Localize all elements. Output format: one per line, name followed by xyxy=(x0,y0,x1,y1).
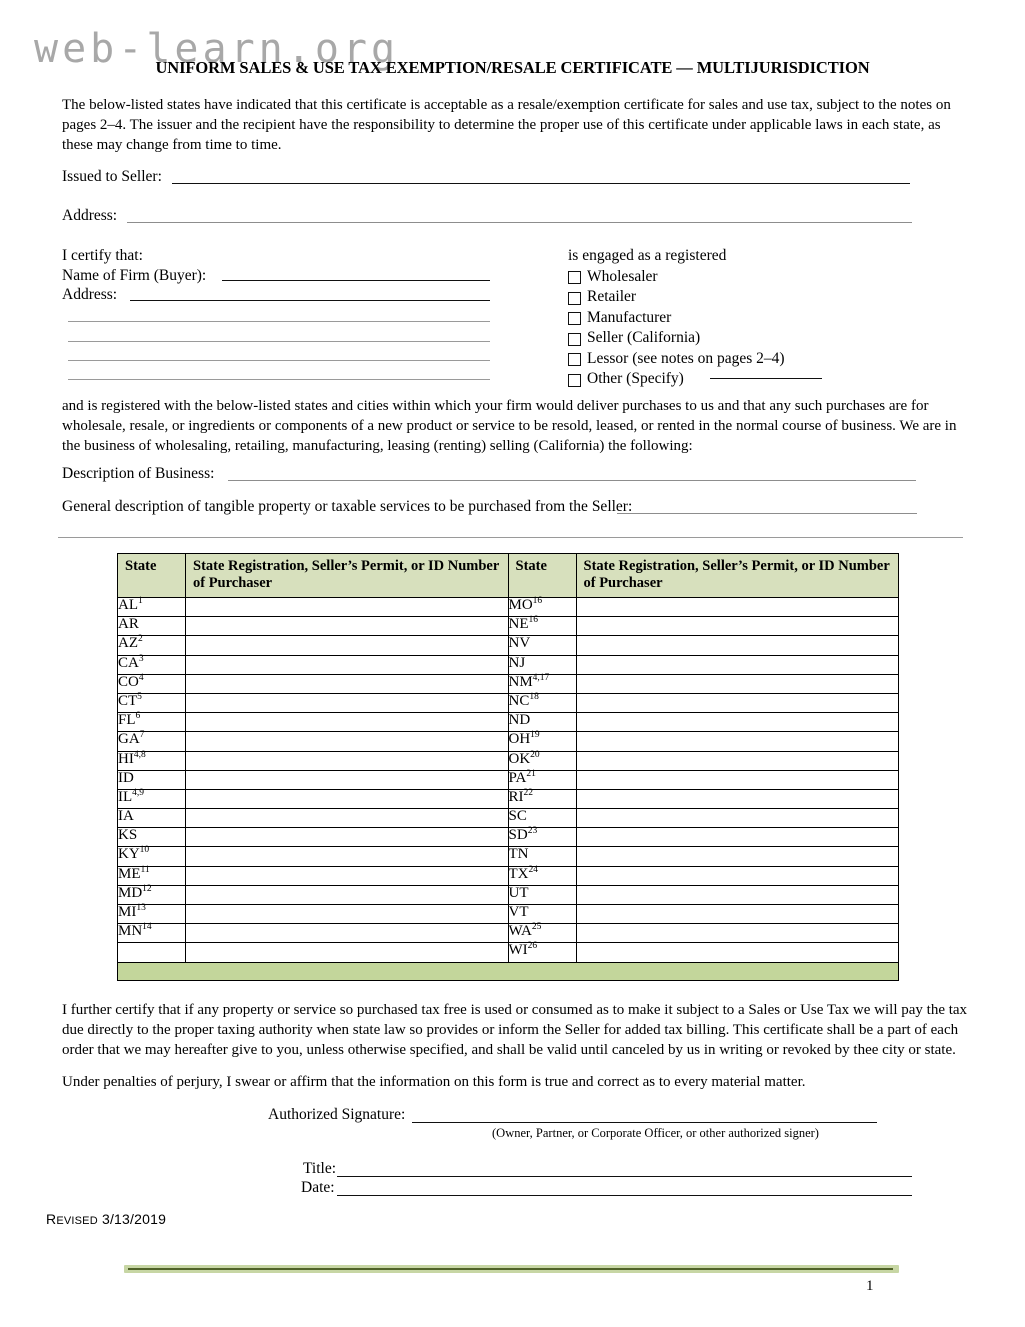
registration-number-cell-right[interactable] xyxy=(576,751,899,770)
state-cell-left: $CO^4$ xyxy=(118,674,186,693)
state-cell-right: TX$^{24}$ xyxy=(508,866,576,885)
registration-number-cell-left[interactable] xyxy=(186,732,509,751)
state-cell-right: OH$^{19}$ xyxy=(508,732,576,751)
table-row xyxy=(118,866,899,885)
other-specify-input[interactable] xyxy=(710,378,822,379)
revised-word-initial: R xyxy=(46,1211,57,1227)
table-footer-band-cell xyxy=(118,962,899,980)
state-footnote-ref: 20 xyxy=(530,749,540,760)
table-row xyxy=(118,693,899,712)
registration-number-cell-right[interactable] xyxy=(576,713,899,732)
state-footnote-ref: 13 xyxy=(136,903,146,913)
checkbox-icon[interactable] xyxy=(568,292,581,305)
state-cell-left: IA xyxy=(118,809,186,828)
checkbox-icon[interactable] xyxy=(568,353,581,366)
state-cell-left: $CT^5$ xyxy=(118,693,186,712)
state-footnote-ref: 23 xyxy=(527,826,538,837)
state-cell-right: SC xyxy=(508,809,576,828)
registration-number-cell-left[interactable] xyxy=(186,809,509,828)
checkbox-label-other: Other (Specify) xyxy=(587,370,684,387)
header-number-left: State Registration, Seller’s Permit, or ID Number of Purchaser xyxy=(186,554,509,598)
state-cell-right: ND xyxy=(508,713,576,732)
seller-address-label: Address: xyxy=(62,207,118,224)
registration-number-cell-right[interactable] xyxy=(576,847,899,866)
state-cell-right: WA$^{25}$ xyxy=(508,924,576,943)
date-label: Date: xyxy=(301,1179,335,1196)
registration-paragraph: and is registered with the below-listed states and cities within which your firm would deliver purchases to us and that any such purchases are for wholesale, resale, or ingredients or components of a new product or service to be resold, leased, or rented in the normal course of business. We are in the business of wholesaling, retailing, manufacturing, leasing (renting) selling (California) the following: xyxy=(62,398,957,454)
state-footnote-ref: 3 xyxy=(138,653,144,664)
state-cell-left: MI$^{13}$ xyxy=(118,905,186,924)
state-footnote-ref: 5 xyxy=(137,691,142,702)
state-cell-right: NC$^{18}$ xyxy=(508,693,576,712)
checkbox-icon[interactable] xyxy=(568,271,581,284)
table-row xyxy=(118,751,899,770)
checkbox-icon[interactable] xyxy=(568,312,581,325)
checkbox-row-manufacturer[interactable] xyxy=(568,308,785,329)
buyer-address-line-2[interactable] xyxy=(68,321,490,322)
state-footnote-ref: 11 xyxy=(140,864,150,875)
table-row xyxy=(118,847,899,866)
state-cell-left: ME$^{11}$ xyxy=(118,866,186,885)
perjury-paragraph: Under penalties of perjury, I swear or affirm that the information on this form is true and correct as to every material matter. xyxy=(62,1074,806,1090)
registration-block xyxy=(568,246,785,390)
registration-number-cell-right[interactable] xyxy=(576,924,899,943)
authorized-signature-input[interactable] xyxy=(412,1122,877,1123)
states-table-wrapper xyxy=(117,553,898,981)
intro-paragraph: The below-listed states have indicated that this certificate is acceptable as a resale/exemption certificate for sales and use tax, subject to the notes on pages 2–4. The issuer and the recipient have the responsibility to determine the proper use of this certificate under applicable laws in each state, as these may change from time to time. xyxy=(62,97,951,153)
revised-date-value: 3/13/2019 xyxy=(101,1211,167,1227)
state-cell-right: NM$^{4,17}$ xyxy=(508,674,576,693)
state-footnote-ref: 4,17 xyxy=(532,672,550,683)
section-divider xyxy=(58,537,963,538)
registered-as-label: is engaged as a registered xyxy=(568,247,727,264)
registration-number-cell-left[interactable] xyxy=(186,924,509,943)
state-footnote-ref: 4,8 xyxy=(133,749,146,760)
registration-number-cell-right[interactable] xyxy=(576,617,899,636)
checkbox-label-seller-california: Seller (California) xyxy=(587,329,701,346)
checkbox-row-other[interactable] xyxy=(568,369,785,390)
state-footnote-ref: 10 xyxy=(139,845,150,856)
table-row xyxy=(118,789,899,808)
name-of-firm-label: Name of Firm (Buyer): xyxy=(62,266,207,284)
checkbox-row-wholesaler[interactable] xyxy=(568,267,785,288)
table-row xyxy=(118,943,899,962)
table-row xyxy=(118,732,899,751)
registration-number-cell-left[interactable] xyxy=(186,674,509,693)
table-header-row xyxy=(118,554,899,598)
watermark-web-learn: web-learn.org xyxy=(34,26,400,72)
issued-to-seller-input[interactable] xyxy=(172,183,910,184)
footer-rule xyxy=(128,1268,893,1270)
table-row xyxy=(118,636,899,655)
state-cell-right: NE$^{16}$ xyxy=(508,617,576,636)
buyer-address-line-5[interactable] xyxy=(68,379,490,380)
state-footnote-ref: 26 xyxy=(527,941,538,952)
table-row xyxy=(118,713,899,732)
revised-date xyxy=(46,1211,166,1227)
state-footnote-ref: 16 xyxy=(532,596,543,606)
buyer-address-label: Address: xyxy=(62,286,118,303)
state-cell-left: AR xyxy=(118,617,186,636)
header-state-right: State xyxy=(508,554,576,598)
name-of-firm-input[interactable] xyxy=(222,280,490,281)
state-footnote-ref: 22 xyxy=(523,787,533,798)
title-label: Title: xyxy=(303,1160,337,1177)
registration-number-cell-left[interactable] xyxy=(186,693,509,712)
signer-note: (Owner, Partner, or Corporate Officer, or other authorized signer) xyxy=(492,1126,819,1140)
registration-number-cell-left[interactable] xyxy=(186,885,509,904)
date-input[interactable] xyxy=(337,1195,912,1196)
registration-number-cell-right[interactable] xyxy=(576,885,899,904)
table-row xyxy=(118,770,899,789)
state-cell-left: $FL^6$ xyxy=(118,713,186,732)
state-cell-right: NJ xyxy=(508,655,576,674)
state-cell-right: VT xyxy=(508,905,576,924)
state-cell-right: RI$^{22}$ xyxy=(508,789,576,808)
states-table-body xyxy=(118,598,899,981)
table-row xyxy=(118,828,899,847)
registration-number-cell-right[interactable] xyxy=(576,809,899,828)
state-cell-left: KY$^{10}$ xyxy=(118,847,186,866)
buyer-address-line-4[interactable] xyxy=(68,360,490,361)
further-certify-paragraph: I further certify that if any property or service so purchased tax free is used or consumed as to make it subject to a Sales or Use Tax we will pay the tax due directly to the proper taxing authority when state law so provides or inform the Seller for added tax billing. This certificate shall be a part of each order that we may hereafter give to you, unless otherwise specified, and shall be valid until canceled by us in writing or revoked by thee city or state. xyxy=(62,1002,968,1058)
registration-number-cell-right[interactable] xyxy=(576,943,899,962)
registration-number-cell-right[interactable] xyxy=(576,598,899,617)
i-certify-label: I certify that: xyxy=(62,247,143,264)
registration-number-cell-right[interactable] xyxy=(576,732,899,751)
state-footnote-ref: 6 xyxy=(135,711,141,722)
registration-number-cell-left[interactable] xyxy=(186,847,509,866)
buyer-address-line-3[interactable] xyxy=(68,341,490,342)
revised-word-rest: EVISED xyxy=(56,1215,98,1227)
state-cell-left: ID xyxy=(118,770,186,789)
authorized-signature-label: Authorized Signature: xyxy=(268,1106,406,1123)
registration-number-cell-right[interactable] xyxy=(576,674,899,693)
state-footnote-ref: 19 xyxy=(530,730,540,741)
certify-block xyxy=(62,246,206,305)
registration-number-cell-left[interactable] xyxy=(186,943,509,962)
state-cell-right: MO$^{16}$ xyxy=(508,598,576,617)
table-row xyxy=(118,885,899,904)
state-cell-right: NV xyxy=(508,636,576,655)
state-footnote-ref: 25 xyxy=(531,922,542,933)
registration-number-cell-left[interactable] xyxy=(186,598,509,617)
checkbox-label-retailer: Retailer xyxy=(587,288,637,305)
general-description-label: General description of tangible property or taxable services to be purchased from the Seller: xyxy=(62,498,633,515)
state-footnote-ref: 12 xyxy=(142,883,152,894)
state-cell-right: PA$^{21}$ xyxy=(508,770,576,789)
state-cell-left: $AL^1$ xyxy=(118,598,186,617)
registration-number-cell-left[interactable] xyxy=(186,828,509,847)
table-row xyxy=(118,905,899,924)
state-cell-right: TN xyxy=(508,847,576,866)
checkbox-row-lessor[interactable] xyxy=(568,349,785,370)
header-number-right: State Registration, Seller’s Permit, or ID Number of Purchaser xyxy=(576,554,899,598)
state-footnote-ref: 16 xyxy=(528,615,538,626)
state-cell-right: UT xyxy=(508,885,576,904)
registration-number-cell-right[interactable] xyxy=(576,905,899,924)
checkbox-icon[interactable] xyxy=(568,333,581,346)
header-state-left: State xyxy=(118,554,186,598)
state-cell-left: MD$^{12}$ xyxy=(118,885,186,904)
page-number: 1 xyxy=(866,1278,874,1294)
table-row xyxy=(118,598,899,617)
state-footnote-ref: 1 xyxy=(138,596,143,606)
title-input[interactable] xyxy=(337,1176,912,1177)
state-cell-left: KS xyxy=(118,828,186,847)
state-cell-left: HI$^{4,8}$ xyxy=(118,751,186,770)
checkbox-row-retailer[interactable] xyxy=(568,287,785,308)
state-footnote-ref: 14 xyxy=(142,922,152,933)
state-cell-left: $GA^7$ xyxy=(118,732,186,751)
description-of-business-input[interactable] xyxy=(228,480,916,481)
state-cell-left: MN$^{14}$ xyxy=(118,924,186,943)
registration-number-cell-right[interactable] xyxy=(576,789,899,808)
state-footnote-ref: 18 xyxy=(529,691,539,702)
table-row xyxy=(118,655,899,674)
state-footnote-ref: 21 xyxy=(526,768,536,779)
state-cell-right: WI$^{26}$ xyxy=(508,943,576,962)
checkbox-label-wholesaler: Wholesaler xyxy=(587,267,658,285)
table-footer-band xyxy=(118,962,899,980)
registration-number-cell-left[interactable] xyxy=(186,636,509,655)
registration-number-cell-right[interactable] xyxy=(576,636,899,655)
table-row xyxy=(118,674,899,693)
state-cell-right: OK$^{20}$ xyxy=(508,751,576,770)
description-of-business-label: Description of Business: xyxy=(62,465,215,482)
general-description-input[interactable] xyxy=(617,513,917,514)
state-cell-left: $CA^3$ xyxy=(118,655,186,674)
seller-address-input[interactable] xyxy=(127,222,912,223)
buyer-address-input[interactable] xyxy=(130,300,490,301)
registration-number-cell-left[interactable] xyxy=(186,713,509,732)
checkbox-row-seller-california[interactable] xyxy=(568,328,785,349)
registration-number-cell-right[interactable] xyxy=(576,866,899,885)
state-cell-right: SD$^{23}$ xyxy=(508,828,576,847)
state-footnote-ref: 24 xyxy=(528,864,538,875)
state-footnote-ref: 4 xyxy=(138,672,144,683)
state-footnote-ref: 2 xyxy=(138,634,143,645)
table-row xyxy=(118,809,899,828)
state-cell-left xyxy=(118,943,186,962)
checkbox-label-lessor: Lessor (see notes on pages 2–4) xyxy=(587,349,785,367)
state-cell-left: $AZ^2$ xyxy=(118,636,186,655)
table-row xyxy=(118,924,899,943)
states-table xyxy=(117,553,899,981)
registration-number-cell-left[interactable] xyxy=(186,617,509,636)
table-row xyxy=(118,617,899,636)
registration-number-cell-right[interactable] xyxy=(576,693,899,712)
checkbox-label-manufacturer: Manufacturer xyxy=(587,308,672,326)
registration-number-cell-left[interactable] xyxy=(186,770,509,789)
registration-number-cell-left[interactable] xyxy=(186,866,509,885)
registration-number-cell-left[interactable] xyxy=(186,655,509,674)
state-footnote-ref: 4,9 xyxy=(132,787,145,798)
registration-number-cell-left[interactable] xyxy=(186,905,509,924)
registration-number-cell-right[interactable] xyxy=(576,770,899,789)
state-cell-left: IL$^{4,9}$ xyxy=(118,789,186,808)
registration-number-cell-left[interactable] xyxy=(186,751,509,770)
checkbox-icon[interactable] xyxy=(568,374,581,387)
registration-number-cell-right[interactable] xyxy=(576,828,899,847)
registration-number-cell-right[interactable] xyxy=(576,655,899,674)
registration-number-cell-left[interactable] xyxy=(186,789,509,808)
page-title: UNIFORM SALES & USE TAX EXEMPTION/RESALE CERTIFICATE — MULTIJURISDICTION xyxy=(155,58,870,77)
state-footnote-ref: 7 xyxy=(139,730,145,741)
issued-to-seller-label: Issued to Seller: xyxy=(62,168,162,185)
